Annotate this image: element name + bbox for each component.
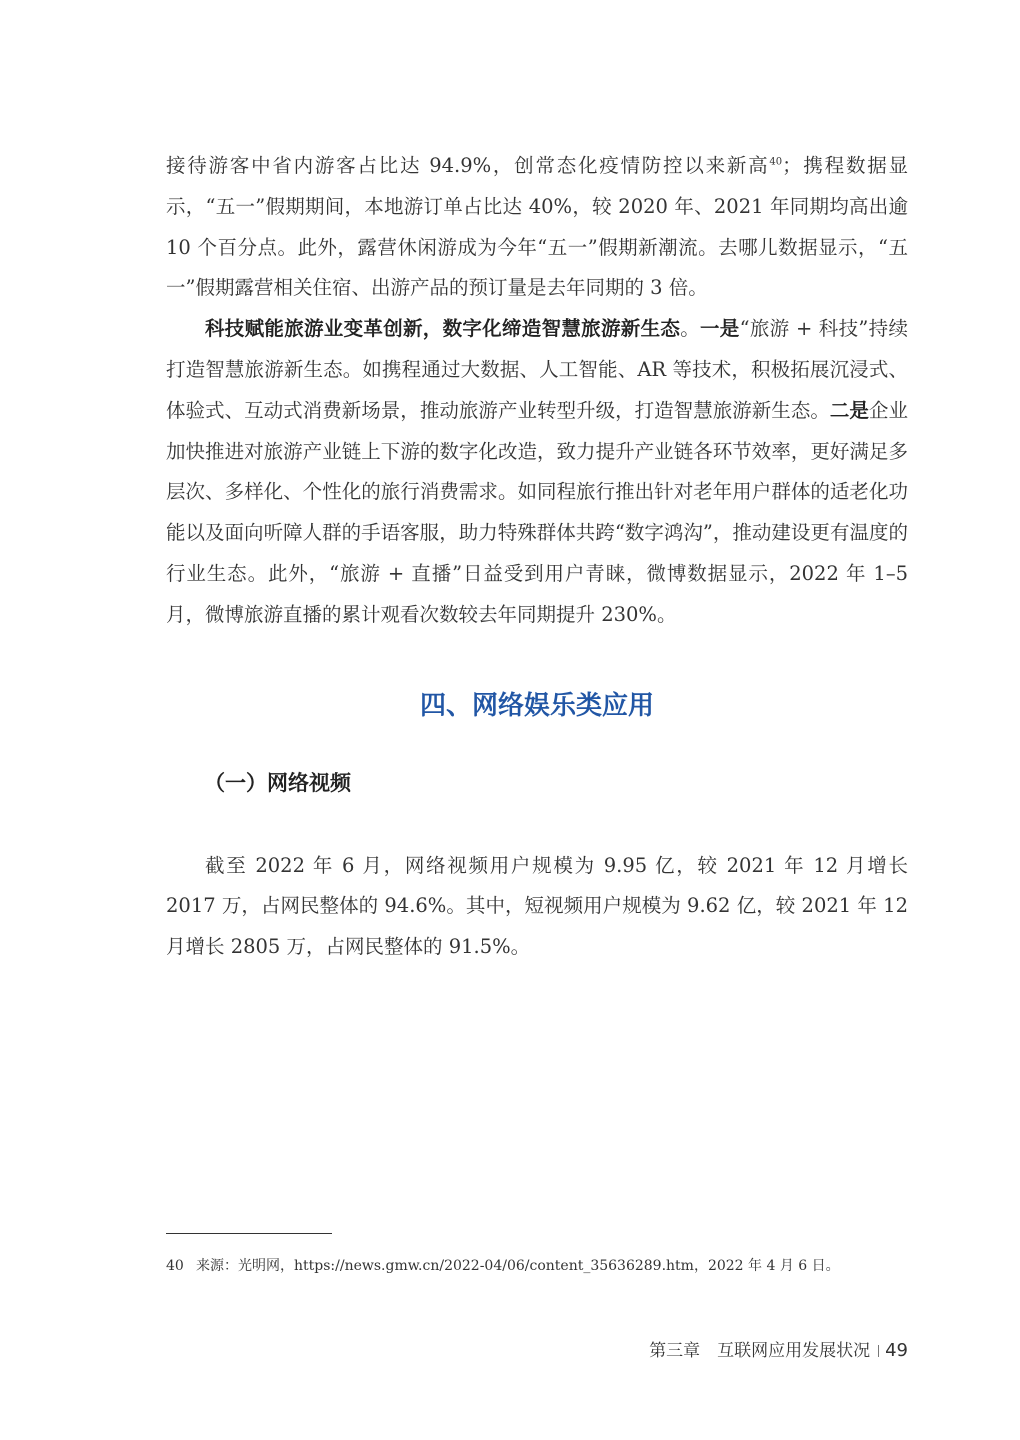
footnote [166,1256,840,1276]
point-marker-1: 一是 [700,317,740,341]
paragraph-text: ；携程数据显示，“五一”假期期间，本地游订单占比达 40%，较 2020 年、2021 年同期均高出逾 10 个百分点。此外，露营休闲游成为今年“五一”假期新潮流。去哪儿数据显示，“五一”假期露营相关住宿、出游产品的预订量是去年同期的 3 倍。 [166,154,908,300]
paragraph-lead-punct: 。 [680,317,700,341]
point-marker-2: 二是 [829,398,869,422]
footnote-text[interactable]: 来源：光明网，https://news.gmw.cn/2022-04/06/content_35636289.htm，2022 年 4 月 6 日。 [196,1258,840,1274]
paragraph-video-users: 截至 2022 年 6 月，网络视频用户规模为 9.95 亿，较 2021 年 12 月增长 2017 万，占网民整体的 94.6%。其中，短视频用户规模为 9.62 亿，较 2021 年 12 月增长 2805 万，占网民整体的 91.5%。 [166,853,908,959]
chapter-title: 第三章 互联网应用发展状况 [649,1341,871,1361]
paragraph-text: 接待游客中省内游客占比达 94.9%，创常态化疫情防控以来新高 [166,154,770,177]
footnote-number: 40 [166,1258,184,1274]
page-number: 49 [885,1340,908,1361]
page-footer [649,1336,908,1361]
paragraph-tech-tourism [166,309,908,635]
page-body [166,146,908,968]
footer-separator [878,1345,879,1357]
paragraph-text: 企业加快推进对旅游产业链上下游的数字化改造，致力提升产业链各环节效率，更好满足多层次、多样化、个性化的旅行消费需求。如同程旅行推出针对老年用户群体的适老化功能以及面向听障人群的手语客服，助力特殊群体共跨“数字鸿沟”，推动建设更有温度的行业生态。此外，“旅游 + 直播”日益受到用户青睐，微博数据显示，2022 年 1–5 月，微博旅游直播的累计观看次数较去年同期提升 230%。 [166,398,908,626]
section-title: 四、网络娱乐类应用 [419,690,654,721]
paragraph-tourism-stats [166,146,908,309]
footnote-divider [166,1233,332,1234]
subsection-title: （一）网络视频 [204,770,351,795]
footnote-reference[interactable]: 40 [769,156,783,168]
paragraph-lead-heading: 科技赋能旅游业变革创新，数字化缔造智慧旅游新生态 [205,317,681,341]
paragraph-text: “旅游 + 科技”持续打造智慧旅游新生态。如携程通过大数据、人工智能、AR 等技术，积极拓展沉浸式、体验式、互动式消费新场景，推动旅游产业转型升级，打造智慧旅游新生态。 [166,317,908,422]
